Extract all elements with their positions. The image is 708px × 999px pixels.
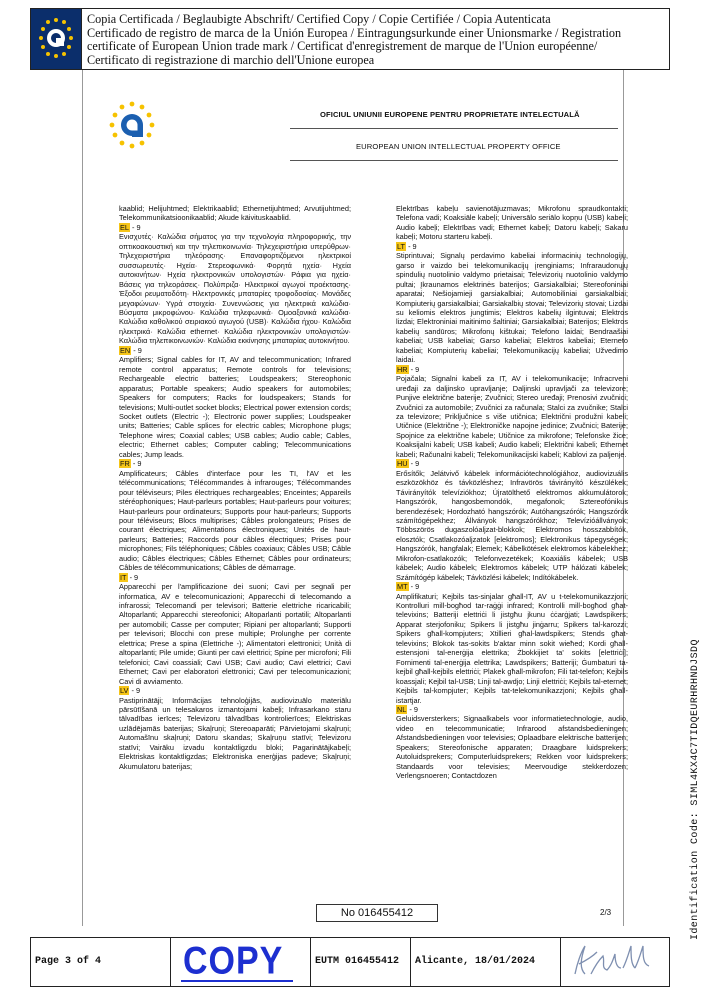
goods-text: Amplificateurs; Câbles d'interface pour les TI, l'AV et les télécommunications; Télécommandes à infrarouges; Télécommandes pour téléviseurs; Piles électriques rechargeables; Enceintes; Appareils stéréophoniques; Haut-parleurs portables; Haut-parleurs pour voitures; Haut-parleurs pour ordinateurs; Supports pour haut-parleurs; Supports pour téléviseurs; Blocs multiprises; Câbles prolongateurs; Prises de courant électriques; Alimentations électroniques; Unités de haut-parleurs; Batteries; Raccords pour câbles électriques; Prises pour microphones; Fils téléphoniques; Câbles coaxiaux; Câbles USB; Câble audio; Câbles électriques; Câbles Ethernet; Câbles pour ordinateurs; Câbles de télécommunications; Câbles de démarrage. xyxy=(119,468,351,573)
page-fraction: 2/3 xyxy=(600,908,612,917)
language-code: EL xyxy=(120,222,129,232)
registration-number: No 016455412 xyxy=(316,904,438,922)
nice-class: - 9 xyxy=(130,459,142,469)
goods-text: Erősítők; Jelátvivő kábelek információtechnológiához, audiovizuális eszközökhöz és távközléshez; Infravörös távirányító készülékek; Távirányítók televíziókhoz; Újratölthető elektromos akkumulátorok; Hangszórók, hangosbemondók, megafonok; Sztereofónikus berendezések; Hordozható hangszórók; Autóhangszórók; Hangszórók számítógépekhez; Állványok hangszórókhoz; Televízióállványok; Többszörös dugaszolóaljzat-blokkok; Elektromos hosszabbítók, elosztók; Csatlakozóaljzatok [elektromos]; Elektronikus tápegységek; Hangszórók, hangfalak; Elemek; Kábelkötések elektromos kábelekhez; Mikrofon-csatlakozók; Telefonvezetékek; Koaxiális kábelek; USB kábelek; Audio kábelek; Elektromos kábelek; UTP hálózati kábelek; Számítógép kábelek; Távközlési kábelek; Indítókábelek. xyxy=(396,468,628,582)
nice-class: - 9 xyxy=(131,345,142,355)
language-section xyxy=(119,459,351,572)
goods-list-right-column xyxy=(396,204,628,781)
copy-stamp-cell xyxy=(171,938,311,986)
language-section xyxy=(396,582,628,705)
language-section xyxy=(119,686,351,771)
header-line: certificate of European Union trade mark / Certificat d'enregistrement de marque de l'Union européenne/ xyxy=(87,39,598,54)
goods-text: Apparecchi per l'amplificazione dei suoni; Cavi per segnali per informatica, AV e telecomunicazioni; Apparecchi di telecomando a infrarossi; Telecomandi per televisori; Batterie elettriche ricaricabili; Altoparlanti; Apparecchi stereofonici; Altoparlanti portatili; Altoparlanti per automobili; Casse per computer; Ripiani per altoparlanti; Supporti per televisori; Blocchi con prese multiple; Prolunghe per corrente elettrica; Prese a spina (Elettriche -); Alimentatori elettronici; Unità di altoparlanti; Pile umide; Giunti per cavi elettrici; Spine per microfoni; Fili telefonici; Cavi coassiali; Cavi USB; Cavi audio; Cavi elettrici; Cavi Ethernet; Cavi per elaboratori elettronici; Cavi per telecomunicazioni; Cavi di avviamento. xyxy=(119,582,351,686)
certified-copy-title xyxy=(87,13,667,67)
language-code: EN xyxy=(120,345,131,355)
language-code: HU xyxy=(397,459,408,469)
divider xyxy=(290,160,618,161)
language-section xyxy=(396,459,628,582)
page-count: Page 3 of 4 xyxy=(35,956,102,967)
copy-stamp: COPY xyxy=(183,939,284,983)
header-line: Certificado de registro de marca de la Unión Europea / Eintragungsurkunde einer Unionsmarke / Registration xyxy=(87,25,622,40)
euipo-office-logo xyxy=(105,99,159,163)
header-line: Certificato di registrazione di marchio dell'Unione europea xyxy=(87,52,375,67)
language-code: IT xyxy=(120,572,127,582)
nice-class: - 9 xyxy=(408,459,420,469)
language-section xyxy=(396,242,628,365)
language-section xyxy=(119,223,351,346)
language-code: FR xyxy=(120,459,130,469)
goods-list-left-column xyxy=(119,204,351,771)
language-section xyxy=(396,365,628,460)
nice-class: - 9 xyxy=(408,582,420,592)
footer-place-date-cell xyxy=(411,938,561,986)
footer-signature-cell xyxy=(561,938,669,986)
language-code: LT xyxy=(397,241,406,251)
language-code: MT xyxy=(397,582,408,592)
goods-text-continued: Elektrības kabeļu savienotājuzmavas; Mikrofonu spraudkontakti; Telefona vadi; Koaksiāle kabeļi; Universālo seriālo kopņu (USB) kabeļi; Audio kabeļi; Elektrības vadi; Ethernet kabeļi; Datoru kabeļi; Sakaru kabeļi; Motoru starteru kabeļi. xyxy=(396,204,628,242)
goods-text: Amplifiers; Signal cables for IT, AV and telecommunication; Infrared remote control apparatus; Remote controls for televisions; Rechargeable electric batteries; Loudspeakers; Stereophonic apparatus; Portable speakers; Audio speakers for automobiles; Speakers for computers; Racks for loudspeakers; Stands for televisions; Multi-outlet socket blocks; Electrical power extension cords; Socket outlets (Electric -); Electronic power supplies; Loudspeaker units; Batteries; Cable splices for electric cables; Microphone plugs; Telephone wires; Coaxial cables; USB cables; Audio cable; Cables, electric; Ethernet cables; Computer cabling; Telecommunications cables; Jump leads. xyxy=(119,355,351,459)
nice-class: - 9 xyxy=(129,686,141,696)
goods-text: Geluidsversterkers; Signaalkabels voor informatietechnologie, audio, video en telecommunicatie; Infrarood afstandsbedieningen; Afstandsbedieningen voor televisies; Oplaadbare elektrische batterijen; Speakers; Stereofonische apparaten; Draagbare luidsprekers; Autoluidsprekers; Computerluidsprekers; Rekken voor luidsprekers; Standaards voor televisies; Meervoudige stekkerdozen; Verlengsnoeren; Contactdozen xyxy=(396,714,628,781)
eu-stars-logo-icon xyxy=(31,9,81,69)
nice-class: - 9 xyxy=(127,572,139,582)
euipo-header-logo xyxy=(31,9,82,69)
footer-page-cell xyxy=(31,938,171,986)
language-code: LV xyxy=(120,686,129,696)
identification-code: Identification Code: SIML4KX4C7TIDQEURHRHNDJSDQ xyxy=(690,639,701,940)
language-code: NL xyxy=(397,705,407,715)
goods-text: Amplifikaturi; Kejbils tas-sinjalar għall-IT, AV u t-telekomunikazzjoni; Kontrolluri mill-bogħod tar-raġġi infrared; Kontrolli mill-bogħod għat-televixins; Batteriji elettriċi li jistgħu jkunu ċċarġjati; Lawdspikers; Apparat sterjofoniku; Spikers li jistgħu jinġarru; Spikers tal-karozzi; Spikers għall-kompjuters; Xtillieri għal-lawdspikers; Stends għat-televixins; Blokok tas-sokits b'aktar minn sokit wieħed; Kordi għall-estensjoni tal-enerġija elettrika; Żbokkijiet ta' sokits [elettriċi]; Fornimenti tal-enerġija elettrika; Lawdspikers; Batteriji; Ġumbaturi ta-kejbil għall-kejbils elettriċi; Plakek għall-mikrofon; Fili tat-telefon; Kejbils koassjali; Kejbil tal-USB; Linji tal-awdjo; Linji elettriċi; Kejbils tal-eternet; Kejbils tal-kompjuter; Kejbils tat-telekomunikazzjoni; Kejbils għall-istartjar. xyxy=(396,591,628,705)
nice-class: - 9 xyxy=(129,222,141,232)
goods-text: Stiprintuvai; Signalų perdavimo kabeliai informacinių technologijų, garso ir vaizdo bei telekomunikacijų įrenginiams; Infraraudonųjų spindulių nuotolinio valdymo prietaisai; Televizorių nuotolinio valdymo pultai; Įkraunamos elektrinės baterijos; Garsiakalbiai; Stereofoniniai aparatai; Nešiojamieji garsiakalbiai; Automobiliniai garsiakalbiai; Kompiuterių garsiakalbiai; Garsiakalbių stovai; Televizorių stovai; Lizdai su keliomis elektros jungtimis; Elektros kabelių ilgintuvai; Elektros lizdai; Elektroniniai maitinimo šaltiniai; Garsiakalbiai; Baterijos; Elektros kabelių sandūros; Mikrofonų kištukai; Telefono laidai; Bendraašiai kabeliai; USB kabeliai; Garso kabeliai; Elektros kabeliai; Eterneto kabeliai; Kompiuterių kabeliai; Telekomunikacijų kabeliai; Užvedimo laidai. xyxy=(396,251,628,365)
eutm-number: EUTM 016455412 xyxy=(315,956,400,967)
goods-text-continued: kaablid; Helijuhtmed; Elektrikaablid; Ethernetijuhtmed; Arvutijuhtmed; Telekommunikatsioonikaablid; Akude käivituskaablid. xyxy=(119,204,351,223)
nice-class: - 9 xyxy=(407,705,419,715)
certification-footer xyxy=(30,937,670,987)
language-code: HR xyxy=(397,364,408,374)
language-section xyxy=(119,346,351,459)
language-section xyxy=(119,573,351,686)
nice-class: - 9 xyxy=(406,241,417,251)
footer-eutm-cell xyxy=(311,938,411,986)
handwritten-signature xyxy=(561,938,661,984)
nice-class: - 9 xyxy=(408,364,420,374)
language-section xyxy=(396,705,628,781)
certified-copy-header xyxy=(30,8,670,70)
place-date: Alicante, 18/01/2024 xyxy=(415,956,536,967)
office-name-ro: OFICIUL UNIUNII EUROPENE PENTRU PROPRIETATE INTELECTUALĂ xyxy=(320,110,580,119)
goods-text: Ενισχυτές· Καλώδια σήματος για την τεχνολογία πληροφορικής, την οπτικοακουστική και την τηλεπικοινωνία· Τηλεχειριστήρια υπερύθρων· Τηλεχειριστήρια τηλεόρασης· Επαναφορτιζόμενοι ηλεκτρικοί συσσωρευτές· Ηχεία· Στερεοφωνικά· Φορητά ηχεία· Ηχεία αυτοκινήτων· Ηχεία ηλεκτρονικών υπολογιστών· Ράφια για ηχεία· Βάσεις για τηλεοράσεις· Πολύπριζα· Ηλεκτρικοί αγωγοί προέκτασης· Έξοδοι ρευματοδότη· Ηλεκτρονικές μπαταρίες τροφοδοσίας· Μονάδες μεγαφώνων· Υγρά στοιχεία· Συνεννώσεις για ηλεκτρικά καλώδια· Βύσματα μικροφώνου· Καλώδια τηλεφωνικά· Ομοαξονικά καλώδια· Καλώδια καθολικού σειριακού αγωγού (USB)· Καλώδια ήχου· Καλώδια ηλεκτρικά· Καλώδια ethernet· Καλώδια ηλεκτρονικών υπολογιστών· Καλώδια τηλεπικοινωνιών· Καλώδια εκκίνησης μπαταρίας αυτοκινήτου. xyxy=(119,232,351,346)
goods-text: Pastiprinātāji; Informācijas tehnoloģijās, audiovizuālo materiālu pārsūtīšanā un telesakaros izmantojami kabeļi; Infrasarkano staru tālvadības ierīces; Televizoru tālvadības kontrolierīces; Elektriskas uzlādējamās baterijas; Skaļruņi; Stereoaparāti; Pārvietojami skaļruņi; Automašīnu skaļruņi; Datoru skandas; Skaļruņu statīvi; Televizoru statīvi; Vairāku izvadu kontaktligzdu bloki; Pagarinātājkabeļi; Elektriskas kontaktligzdas; Elektroniska enerģijas padeve; Skaļruņi; Akumulatoru baterijas; xyxy=(119,695,351,771)
divider xyxy=(290,128,618,129)
goods-text: Pojačala; Signalni kabeli za IT, AV i telekomunikacije; Infracrveni uređaji za daljinsko upravljanje; Daljinski upravljači za televizore; Punjive električne baterije; Zvučnici; Stereo uređaji; Prenosivi zvučnici; Zvučnici za automobile; Zvučnici za računala; Stalci za zvučnike; Stalci za televizore; Priključnice s više utičnica; Električni produžni kabeli; Utičnice (Električne -); Elektroničke napojne jedinice; Zvučnici; Baterije; Spojnice za električne kabele; Utičnice za mikrofone; Telefonske žice; Koaksijalni kabeli; USB kabeli; Audio kabeli; Električni kabeli; Ethernet kabeli; Računalni kabeli; Telekomunikacijski kabeli; Kablovi za paljenje. xyxy=(396,374,628,459)
office-name-en: EUROPEAN UNION INTELLECTUAL PROPERTY OFFICE xyxy=(356,142,561,151)
copy-stamp-underline xyxy=(181,980,293,982)
header-line: Copia Certificada / Beglaubigte Abschrift/ Certified Copy / Copie Certifiée / Copia Autenticata xyxy=(87,12,551,26)
